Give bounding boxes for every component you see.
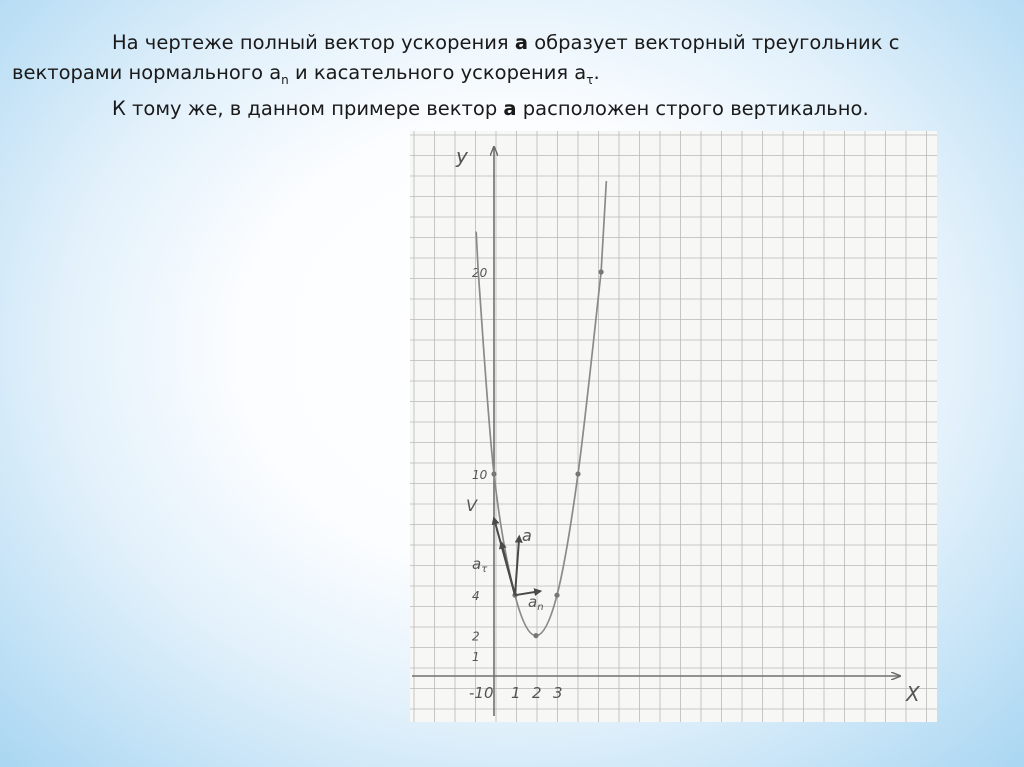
total-acceleration-label: a — [522, 526, 532, 545]
y-tick-label: 10 — [472, 468, 488, 482]
vector-a-tau — [501, 543, 515, 596]
curve-point — [599, 269, 604, 274]
line1-bold-vector: a — [514, 31, 528, 54]
line1-suffix: образует векторный треугольник с — [528, 31, 900, 54]
parabola-diagram — [410, 131, 937, 722]
x-tick-label: 2 — [532, 684, 542, 702]
graph-paper-image — [410, 131, 937, 722]
line3-suffix: расположен строго вертикально. — [516, 97, 869, 120]
paragraph-line-2 — [12, 60, 600, 93]
curve-point — [491, 471, 496, 476]
normal-acceleration-label: $a_n$ — [528, 593, 544, 613]
curve-points — [491, 269, 603, 638]
line3-bold-vector: a — [503, 97, 517, 120]
line2-mid: и касательного ускорения a — [288, 61, 587, 84]
curve-point — [575, 471, 580, 476]
y-tick-label: 20 — [472, 266, 488, 280]
line3-prefix: К тому же, в данном примере вектор — [112, 97, 504, 120]
paragraph-line-1 — [112, 30, 899, 56]
line2-prefix: векторами нормального a — [12, 61, 282, 84]
vector-a — [515, 537, 519, 596]
x-tick-label: 1 — [511, 684, 521, 702]
y-tick-label: 4 — [472, 589, 480, 604]
paragraph-line-3 — [112, 96, 869, 122]
line2-subscript-tau: τ — [586, 73, 594, 87]
x-tick-label: 0 — [484, 684, 494, 702]
x-tick-label: -1 — [469, 684, 484, 702]
line1-prefix: На чертеже полный вектор ускорения — [112, 31, 515, 54]
line2-subscript-n: n — [281, 73, 289, 87]
x-tick-label: 3 — [553, 684, 563, 702]
curve-point — [554, 593, 559, 598]
y-tick-label: 1 — [472, 649, 480, 664]
curve-point — [533, 633, 538, 638]
y-axis-label: y — [456, 144, 468, 168]
velocity-vector-label: V — [466, 496, 477, 515]
x-axis-label: X — [906, 682, 920, 706]
line2-end: . — [593, 61, 600, 84]
y-tick-label: 2 — [472, 629, 480, 644]
tangential-acceleration-label: $a_\tau$ — [472, 555, 488, 575]
